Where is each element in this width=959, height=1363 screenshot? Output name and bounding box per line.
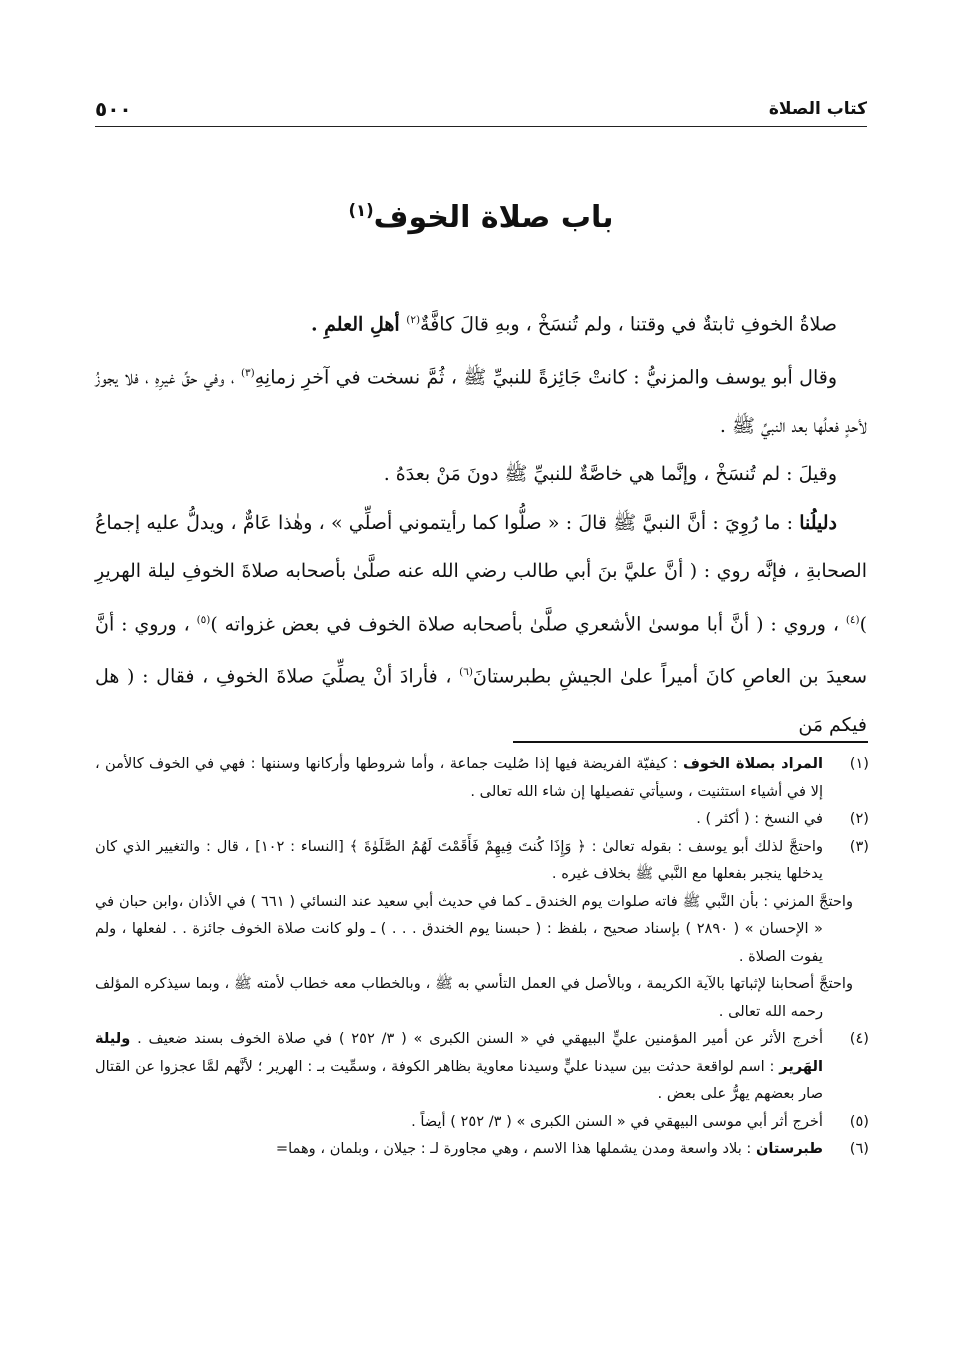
body-text: [95, 296, 867, 750]
footnote-5: [95, 1108, 873, 1136]
footnote-lead: طبرستان: [755, 1140, 823, 1157]
footnote-number: (٤): [849, 1030, 869, 1047]
footnote-number: (٦): [849, 1140, 869, 1157]
text-run: ، وفي حقِّ غيرِهِ ، فلا يجوزُ لأحدٍ فعلُها بعد النبيِّ ﷺ .: [95, 366, 867, 437]
header-rule: [95, 126, 867, 127]
footnote-text: واحتجَّ أصحابنا لإثباتها بالآية الكريمة ، وبالأصل في العمل التأسي به ﷺ ، وبالخطاب معه خطاب لأمته ﷺ ، وبما سيذكره المؤلف رحمه الله تعالى .: [95, 975, 853, 1020]
text-run: ، فأرادَ أنْ يصلِّيَ صلاةَ الخوفِ ، فقال : ( هل فيكم مَن: [95, 665, 867, 737]
text-run: ، وروي : ( أنَّ أبا موسىٰ الأشعري صلَّىٰ بأصحابه صلاة الخوف في بعض غزواته ): [210, 612, 846, 635]
text-run: وقال أبو يوسف والمزنيُّ : كانتْ جَائِزةً للنبيِّ ﷺ ، ثُمَّ نسخت في آخرِ زمانِهِ: [254, 366, 837, 389]
footnotes: [95, 750, 873, 1163]
footnote-1: [95, 750, 873, 805]
footnote-number: (٥): [849, 1112, 869, 1130]
footnote-2: [95, 805, 873, 833]
chapter-title: [95, 200, 867, 235]
footnote-text: : بلاد واسعة ومدن يشملها هذا الاسم ، وهي مجاورة لـ : جيلان ، وبلمان ، وهما=: [275, 1140, 756, 1157]
footnote-ref: (٣): [240, 366, 255, 379]
footnote-ref: (٥): [196, 613, 211, 626]
paragraph: [95, 296, 867, 349]
footnote-lead: وليلة الهَرير: [95, 1030, 823, 1075]
text-run: ، وروي : أنَّ سعيدَ بن العاصِ كانَ أميراً علىٰ الجيشِ بطبرستانَ: [95, 612, 867, 688]
footnote-text: واحتجَّ المزني : بأن النَّبي ﷺ فاته صلوات يوم الخندق ـ كما في حديث أبي سعيد عند النسائي ( ٦٦١ ) في الأذان ،وابن حبان في « الإحسان » ( ٢٨٩٠ ) بإسناد صحيح ، بلفظ : ( حبسنا يوم الخندق . . . ) ـ ولو كانت صلاة الخوف جائزة . . لفعلها ، ولم يفوت الصلاة .: [95, 892, 853, 965]
footnote-lead: المراد بصلاة الخوف: [682, 755, 823, 772]
running-header: [95, 94, 867, 124]
text-run: أهلِ العلمِ .: [310, 313, 407, 336]
paragraph: [95, 499, 867, 750]
footnote-number: (١): [849, 755, 869, 772]
footnote-number: (٢): [849, 810, 869, 827]
footnote-3: [95, 833, 873, 1026]
footnote-separator: [513, 741, 868, 743]
footnote-text: في النسخ : ( أكثر ) .: [696, 810, 823, 827]
running-title: كتاب الصلاة: [768, 99, 867, 119]
footnote-ref: (٤): [845, 613, 860, 626]
footnote-6: [95, 1135, 873, 1163]
footnote-number: (٣): [849, 837, 869, 855]
footnote-4: [95, 1025, 873, 1108]
paragraph: [95, 349, 867, 450]
footnote-text: أخرج أثر أبي موسى البيهقي في « السنن الكبرى » ( ٣/ ٢٥٢ ) أيضاً .: [411, 1112, 823, 1130]
footnote-text: : اسم لواقعة حدثت بين سيدنا عليٍّ وسيدنا معاوية بظاهر الكوفة ، وسمِّيت بـ : الهرير ؛ لأنَّهم لمَّا عجزوا عن القتال صار بعضهم يهرُّ على بعض .: [95, 1057, 823, 1102]
footnote-ref: (١): [348, 201, 374, 220]
footnote-text: واحتجَّ لذلك أبو يوسف : بقوله تعالىٰ : ﴿ وَإِذَا كُنتَ فِيهِمْ فَأَقَمْتَ لَهُمُ الصَّلَوٰةَ ﴾ [النساء : ١٠٢] ، قال : والتغيير الذي كان يدخلها ينجبر بفعلها مع النَّبي ﷺ بخلاف غيره .: [95, 837, 824, 882]
paragraph-lead: دليلُنا: [799, 511, 837, 534]
text-run: صلاةُ الخوفِ ثابتةٌ في وقتنا ، ولم تُنسَخْ ، وبهِ قالَ كافَّةٌ: [420, 313, 837, 336]
paragraph: وقيلَ : لم تُنسَخْ ، وإنَّما هي خاصَّةٌ للنبيِّ ﷺ دونَ مَنْ بعدَهُ .: [383, 463, 837, 486]
text-run: : ما رُوِيَ : أنَّ النبيَّ ﷺ قالَ : « صلُّوا كما رأيتموني أصلِّي » ، وهٰذا عَامٌّ ، ويدلُّ عليه إجماعُ الصحابةِ ، فإنَّه روي : ( أنَّ عليَّ بنَ أبي طالب رضي الله عنه صلَّىٰ بأصحابه صلاةَ الخوفِ ليلة الهريرِ ): [95, 511, 867, 635]
footnote-ref: (٢): [406, 314, 421, 326]
footnote-text: أخرج الأثر عن أمير المؤمنين عليٍّ البيهقي في « السنن الكبرى » ( ٣/ ٢٥٢ ) في صلاة الخوف بسند ضعيف .: [130, 1030, 824, 1047]
footnote-ref: (٦): [459, 666, 473, 679]
page-number: ٥٠٠: [95, 97, 132, 121]
footnote-text: : كيفيّة الفريضة فيها إذا صُليت جماعة ، وأما شروطها وأركانها وسننها : فهي في الخوف كالأمن ، إلا في أشياء استثنيت ، وسيأتي تفصيلها إن شاء الله تعالى .: [95, 755, 823, 800]
chapter-title-text: باب صلاة الخوف: [373, 200, 614, 235]
